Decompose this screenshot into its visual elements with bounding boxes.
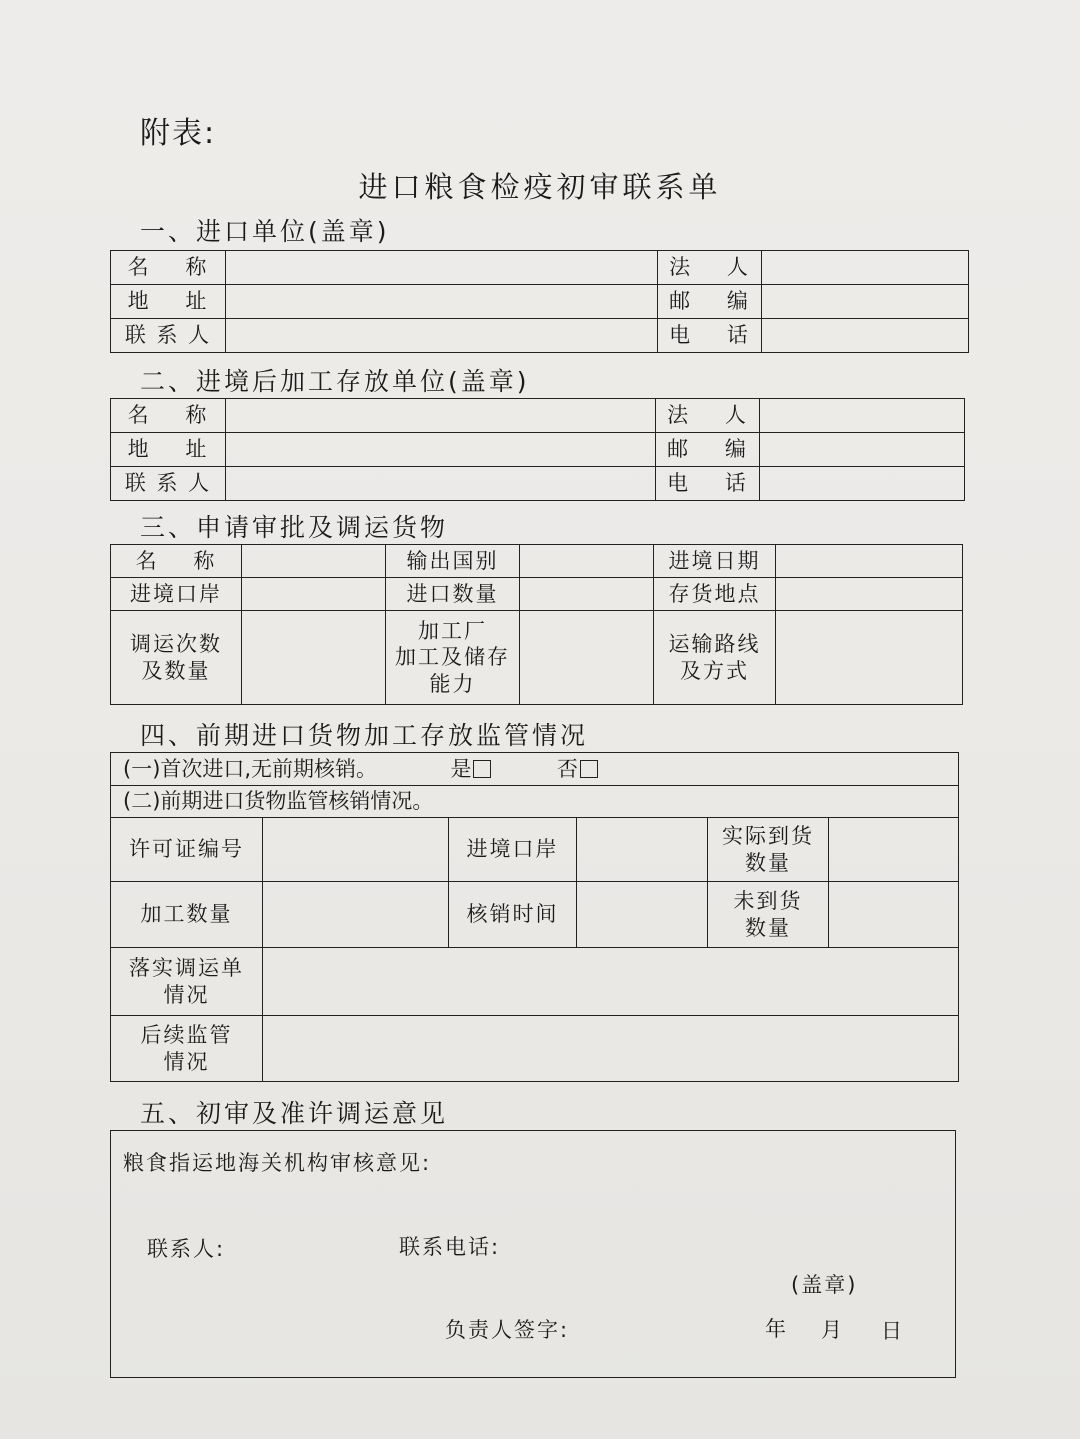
table-row — [111, 611, 963, 705]
table-row — [111, 578, 963, 611]
entry-port-field[interactable] — [242, 578, 386, 611]
table-row — [111, 285, 969, 319]
no-checkbox[interactable] — [580, 760, 598, 778]
processor-postcode-field[interactable] — [760, 433, 965, 467]
storage-location-label: 存货地点 — [654, 578, 776, 611]
transport-order-line1: 落实调运单 — [129, 956, 244, 981]
opinion-label: 粮食指运地海关机构审核意见: — [123, 1151, 432, 1175]
importer-table — [110, 250, 969, 353]
prior-import-text: (二)前期进口货物监管核销情况。 — [111, 786, 959, 818]
yes-label: 是 — [450, 756, 472, 781]
license-number-label: 许可证编号 — [111, 818, 263, 882]
table-row — [111, 433, 965, 467]
legal-person-label: 法 人 — [656, 399, 760, 433]
goods-name-label: 名 称 — [111, 545, 242, 578]
processor-legal-person-field[interactable] — [760, 399, 965, 433]
no-label: 否 — [556, 756, 578, 781]
export-country-label: 输出国别 — [386, 545, 520, 578]
transport-route-line1: 运输路线 — [668, 632, 761, 657]
entry-date-label: 进境日期 — [654, 545, 776, 578]
seal-label: (盖章) — [791, 1273, 858, 1297]
table-row — [111, 319, 969, 353]
section2-heading: 二、进境后加工存放单位(盖章) — [140, 367, 530, 396]
transport-route-label — [654, 611, 776, 705]
undelivered-label — [708, 882, 829, 948]
processor-contact-field[interactable] — [226, 467, 656, 501]
contact-label: 联 系 人 — [111, 467, 226, 501]
postcode-label: 邮 编 — [656, 433, 760, 467]
writeoff-time-field[interactable] — [577, 882, 708, 948]
transport-route-line2: 及方式 — [680, 658, 749, 683]
actual-arrival-field[interactable] — [829, 818, 959, 882]
transport-order-field[interactable] — [263, 948, 959, 1016]
export-country-field[interactable] — [520, 545, 654, 578]
transport-times-line2: 及数量 — [141, 658, 211, 683]
address-label: 地 址 — [111, 285, 226, 319]
license-number-field[interactable] — [263, 818, 449, 882]
transport-route-field[interactable] — [776, 611, 963, 705]
section3-heading: 三、申请审批及调运货物 — [140, 513, 449, 542]
postcode-label: 邮 编 — [658, 285, 762, 319]
followup-line2: 情况 — [163, 1049, 210, 1074]
phone-label: 电 话 — [656, 467, 760, 501]
transport-times-field[interactable] — [242, 611, 386, 705]
first-import-row — [111, 753, 959, 786]
attachment-label: 附表: — [140, 116, 217, 151]
importer-phone-field[interactable] — [762, 319, 969, 353]
signature-label: 负责人签字: — [445, 1318, 570, 1342]
undelivered-line1: 未到货 — [733, 889, 803, 914]
day-label: 日 — [881, 1319, 904, 1343]
entry-port-label: 进境口岸 — [111, 578, 242, 611]
writeoff-time-label: 核销时间 — [449, 882, 577, 948]
prior-entry-port-label: 进境口岸 — [449, 818, 577, 882]
importer-legal-person-field[interactable] — [762, 251, 969, 285]
transport-times-line1: 调运次数 — [130, 632, 222, 657]
processor-table — [110, 398, 965, 501]
goods-table — [110, 544, 963, 705]
undelivered-field[interactable] — [829, 882, 959, 948]
goods-name-field[interactable] — [242, 545, 386, 578]
importer-contact-field[interactable] — [226, 319, 658, 353]
table-row — [111, 399, 965, 433]
storage-location-field[interactable] — [776, 578, 963, 611]
name-label: 名 称 — [111, 251, 226, 285]
followup-line1: 后续监管 — [140, 1023, 233, 1048]
table-row — [111, 948, 959, 1016]
actual-arrival-label — [708, 818, 829, 882]
transport-times-label — [111, 611, 242, 705]
importer-address-field[interactable] — [226, 285, 658, 319]
processor-phone-field[interactable] — [760, 467, 965, 501]
importer-postcode-field[interactable] — [762, 285, 969, 319]
processor-address-field[interactable] — [226, 433, 656, 467]
import-quantity-label: 进口数量 — [386, 578, 520, 611]
month-label: 月 — [821, 1318, 844, 1342]
document-title: 进口粮食检疫初审联系单 — [358, 170, 722, 204]
supervision-table — [110, 752, 959, 1082]
factory-capacity-line3: 能力 — [429, 671, 476, 696]
transport-order-label — [111, 948, 263, 1016]
opinion-box — [110, 1130, 956, 1378]
table-row — [111, 882, 959, 948]
prior-entry-port-field[interactable] — [577, 818, 708, 882]
processor-name-field[interactable] — [226, 399, 656, 433]
factory-capacity-label — [386, 611, 520, 705]
actual-arrival-line1: 实际到货 — [722, 824, 814, 849]
table-row — [111, 786, 959, 818]
import-quantity-field[interactable] — [520, 578, 654, 611]
undelivered-line2: 数量 — [745, 915, 791, 940]
followup-field[interactable] — [263, 1016, 959, 1082]
entry-date-field[interactable] — [776, 545, 963, 578]
address-label: 地 址 — [111, 433, 226, 467]
contact-person-label: 联系人: — [147, 1237, 226, 1261]
name-label: 名 称 — [111, 399, 226, 433]
importer-name-field[interactable] — [226, 251, 658, 285]
table-row — [111, 251, 969, 285]
section1-heading: 一、进口单位(盖章) — [140, 217, 390, 246]
factory-capacity-line1: 加工厂 — [418, 619, 487, 644]
phone-label: 电 话 — [658, 319, 762, 353]
table-row — [111, 753, 959, 786]
first-import-text: (一)首次进口,无前期核销。 — [123, 756, 378, 781]
actual-arrival-line2: 数量 — [745, 850, 791, 875]
table-row — [111, 818, 959, 882]
table-row — [111, 545, 963, 578]
contact-phone-label: 联系电话: — [399, 1235, 501, 1259]
followup-label — [111, 1016, 263, 1082]
table-row — [111, 467, 965, 501]
factory-capacity-field[interactable] — [520, 611, 654, 705]
transport-order-line2: 情况 — [163, 982, 210, 1007]
year-label: 年 — [765, 1317, 788, 1341]
legal-person-label: 法 人 — [658, 251, 762, 285]
yes-checkbox[interactable] — [473, 760, 491, 778]
processed-quantity-field[interactable] — [263, 882, 449, 948]
table-row — [111, 1016, 959, 1082]
section5-heading: 五、初审及准许调运意见 — [140, 1099, 449, 1128]
factory-capacity-line2: 加工及储存 — [395, 645, 510, 670]
section4-heading: 四、前期进口货物加工存放监管情况 — [140, 721, 589, 750]
processed-quantity-label: 加工数量 — [111, 882, 263, 948]
contact-label: 联 系 人 — [111, 319, 226, 353]
